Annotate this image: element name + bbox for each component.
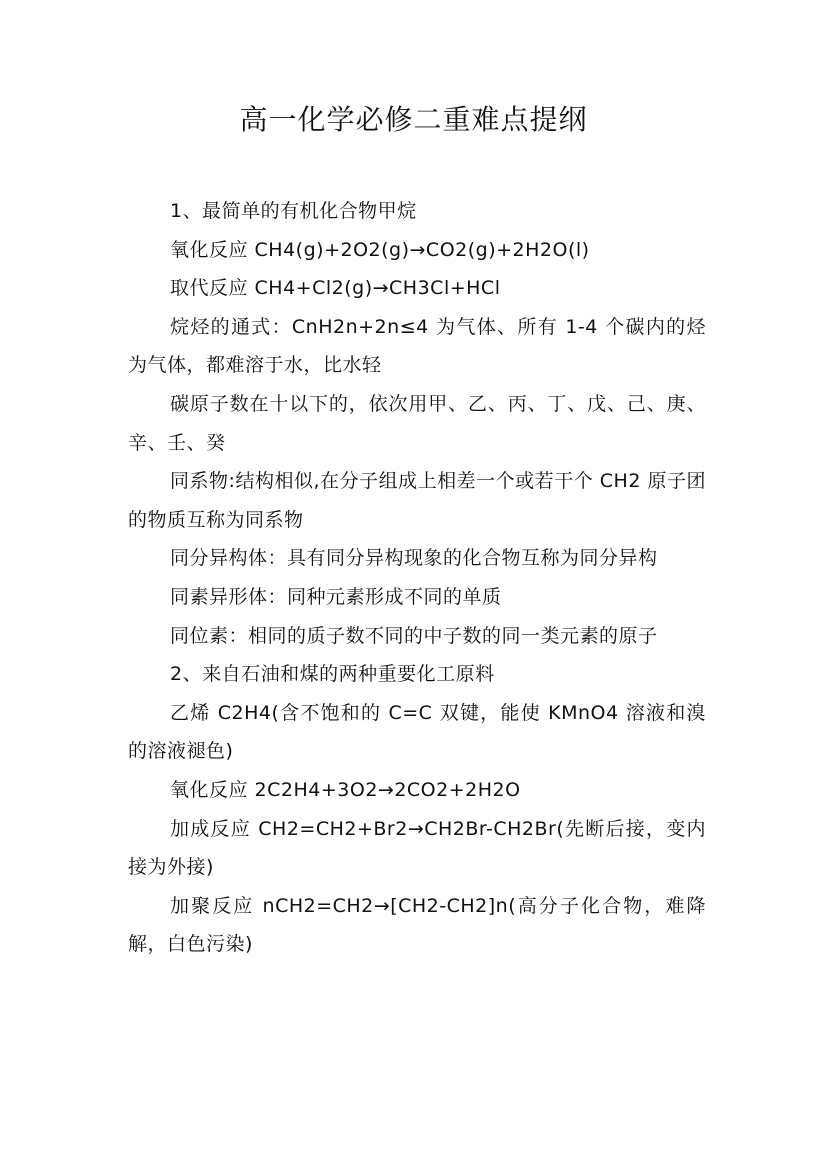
paragraph-allotropes: 同素异形体：同种元素形成不同的单质	[170, 585, 502, 608]
paragraph-alkane-formula: 烷烃的通式：CnH2n+2n≤4 为气体、所有 1-4 个碳内的烃为气体，都难溶于水，比水轻	[128, 315, 706, 377]
document-body	[128, 192, 706, 964]
section-heading-2: 2、来自石油和煤的两种重要化工原料	[170, 663, 495, 686]
paragraph-methane-substitution: 取代反应 CH4+Cl2(g)→CH3Cl+HCl	[170, 277, 501, 300]
paragraph-ethylene-polymerization: 加聚反应 nCH2=CH2→[CH2-CH2]n(高分子化合物，难降解，白色污染)	[128, 894, 706, 956]
paragraph-carbon-naming: 碳原子数在十以下的，依次用甲、乙、丙、丁、戊、己、庚、辛、壬、癸	[128, 392, 706, 454]
paragraph-methane-oxidation: 氧化反应 CH4(g)+2O2(g)→CO2(g)+2H2O(l)	[170, 238, 590, 261]
paragraph-ethylene: 乙烯 C2H4(含不饱和的 C=C 双键，能使 KMnO4 溶液和溴的溶液褪色)	[128, 701, 706, 763]
paragraph-ethylene-addition: 加成反应 CH2=CH2+Br2→CH2Br-CH2Br(先断后接，变内接为外接)	[128, 817, 706, 879]
document-title: 高一化学必修二重难点提纲	[239, 103, 588, 136]
paragraph-ethylene-oxidation: 氧化反应 2C2H4+3O2→2CO2+2H2O	[170, 778, 521, 801]
paragraph-isomers: 同分异构体：具有同分异构现象的化合物互称为同分异构	[170, 547, 658, 570]
section-heading-1: 1、最简单的有机化合物甲烷	[170, 200, 417, 222]
paragraph-isotopes: 同位素：相同的质子数不同的中子数的同一类元素的原子	[170, 624, 658, 647]
paragraph-homologs: 同系物:结构相似,在分子组成上相差一个或若干个 CH2 原子团的物质互称为同系物	[128, 470, 706, 531]
